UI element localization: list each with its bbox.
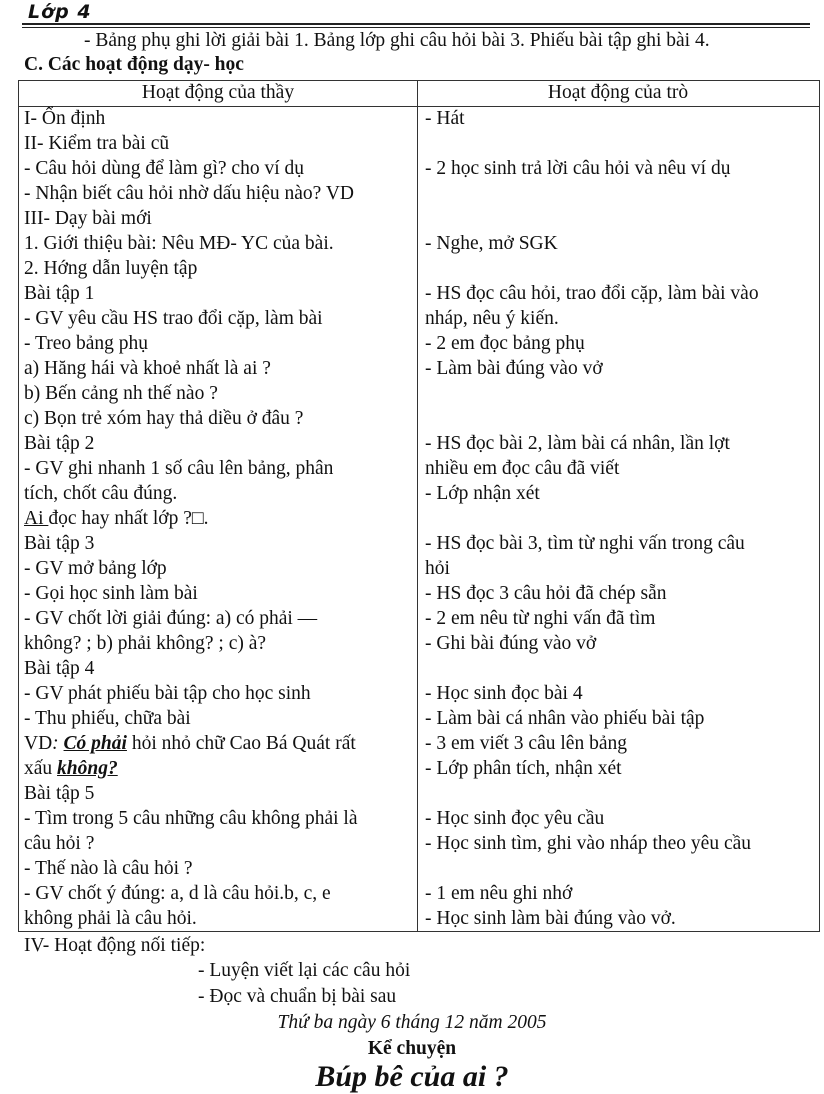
teacher-line: III- Dạy bài mới bbox=[24, 208, 152, 229]
student-line: - HS đọc bài 3, tìm từ nghi vấn trong câu bbox=[425, 533, 745, 554]
teacher-line: - GV mở bảng lớp bbox=[24, 558, 167, 579]
activity-item: - Đọc và chuẩn bị bài sau bbox=[198, 986, 397, 1007]
student-line: - 2 em đọc bảng phụ bbox=[425, 333, 585, 354]
student-line: - HS đọc câu hỏi, trao đổi cặp, làm bài vào bbox=[425, 283, 759, 304]
teacher-line: không? ; b) phải không? ; c) à? bbox=[24, 633, 267, 654]
teacher-line: a) Hăng hái và khoẻ nhất là ai ? bbox=[24, 358, 271, 379]
italic-colon: : bbox=[52, 733, 64, 754]
teacher-line-text: hỏi nhỏ chữ Cao Bá Quát rất bbox=[126, 733, 356, 754]
header-rule bbox=[22, 23, 810, 25]
teacher-line: - GV yêu cầu HS trao đổi cặp, làm bài bbox=[24, 308, 323, 329]
teacher-line: không phải là câu hỏi. bbox=[24, 908, 197, 929]
header-row-divider bbox=[19, 106, 819, 107]
emphasis-text: Có phải bbox=[63, 733, 127, 754]
header-rule-thin bbox=[22, 27, 810, 28]
student-line: - Làm bài đúng vào vở bbox=[425, 358, 603, 379]
teacher-line: II- Kiểm tra bài cũ bbox=[24, 133, 170, 154]
teacher-line bbox=[24, 756, 118, 781]
student-line: - Lớp nhận xét bbox=[425, 483, 540, 504]
column-header-student: Hoạt động của trò bbox=[547, 82, 689, 103]
teacher-line-text: xấu bbox=[24, 758, 58, 779]
section-title: C. Các hoạt động dạy- học bbox=[24, 54, 244, 75]
teacher-line: Bài tập 5 bbox=[24, 783, 95, 804]
teacher-line bbox=[24, 731, 356, 756]
teacher-line: tích, chốt câu đúng. bbox=[24, 483, 178, 504]
teacher-line: - GV chốt lời giải đúng: a) có phải — bbox=[24, 608, 318, 629]
student-line: - 2 em nêu từ nghi vấn đã tìm bbox=[425, 608, 656, 629]
student-line: - 1 em nêu ghi nhớ bbox=[425, 883, 573, 904]
teacher-line: - Treo bảng phụ bbox=[24, 333, 149, 354]
teacher-line: Bài tập 3 bbox=[24, 533, 95, 554]
emphasis-text: không? bbox=[57, 758, 118, 779]
teacher-line: - Gọi học sinh làm bài bbox=[24, 583, 198, 604]
teacher-line: b) Bến cảng nh thế nào ? bbox=[24, 383, 218, 404]
teacher-line: 2. Hớng dẫn luyện tập bbox=[24, 258, 198, 279]
activity-heading: IV- Hoạt động nối tiếp: bbox=[24, 935, 206, 956]
teacher-line: I- Ổn định bbox=[24, 108, 106, 129]
teacher-line: - GV ghi nhanh 1 số câu lên bảng, phân bbox=[24, 458, 334, 479]
student-line: - Học sinh tìm, ghi vào nháp theo yêu cầu bbox=[425, 833, 752, 854]
student-line: - HS đọc bài 2, làm bài cá nhân, lần lợt bbox=[425, 433, 730, 454]
student-line: nháp, nêu ý kiến. bbox=[425, 308, 559, 329]
teacher-line: c) Bọn trẻ xóm hay thả diều ở đâu ? bbox=[24, 408, 304, 429]
teacher-line: - Câu hỏi dùng để làm gì? cho ví dụ bbox=[24, 158, 304, 179]
student-line: - Lớp phân tích, nhận xét bbox=[425, 758, 622, 779]
teacher-line: Bài tập 4 bbox=[24, 658, 95, 679]
student-line: - Học sinh đọc bài 4 bbox=[425, 683, 583, 704]
student-line: - 2 học sinh trả lời câu hỏi và nêu ví dụ bbox=[425, 158, 731, 179]
materials-line: - Bảng phụ ghi lời giải bài 1. Bảng lớp ghi câu hỏi bài 3. Phiếu bài tập ghi bài 4. bbox=[84, 30, 710, 51]
teacher-line: câu hỏi ? bbox=[24, 833, 95, 854]
activity-item: - Luyện viết lại các câu hỏi bbox=[198, 960, 411, 981]
teacher-line: 1. Giới thiệu bài: Nêu MĐ- YC của bài. bbox=[24, 233, 334, 254]
teacher-line: - Thu phiếu, chữa bài bbox=[24, 708, 191, 729]
student-line: - Hát bbox=[425, 108, 465, 129]
student-line: - Ghi bài đúng vào vở bbox=[425, 633, 597, 654]
student-line: - Học sinh làm bài đúng vào vở. bbox=[425, 908, 676, 929]
underlined-word: Ai bbox=[24, 508, 49, 529]
teacher-line: - Nhận biết câu hỏi nhờ dấu hiệu nào? VD bbox=[24, 183, 354, 204]
student-line: nhiều em đọc câu đã viết bbox=[425, 458, 620, 479]
teacher-line: - GV phát phiếu bài tập cho học sinh bbox=[24, 683, 311, 704]
teacher-line: Bài tập 2 bbox=[24, 433, 95, 454]
lesson-date: Thứ ba ngày 6 tháng 12 năm 2005 bbox=[277, 1012, 547, 1033]
story-title: Búp bê của ai ? bbox=[315, 1060, 509, 1093]
student-line: hỏi bbox=[425, 558, 450, 579]
teacher-line-text: VD bbox=[24, 733, 53, 754]
column-header-teacher: Hoạt động của thầy bbox=[141, 82, 295, 103]
teacher-line: - Tìm trong 5 câu những câu không phải là bbox=[24, 808, 358, 829]
class-label: Lớp 4 bbox=[28, 1, 92, 23]
student-line: - Nghe, mở SGK bbox=[425, 233, 558, 254]
teacher-line: - Thế nào là câu hỏi ? bbox=[24, 858, 193, 879]
teacher-line-text: đọc hay nhất lớp ?□. bbox=[48, 508, 209, 529]
subject-title: Kể chuyện bbox=[367, 1038, 457, 1059]
student-line: - HS đọc 3 câu hỏi đã chép sẵn bbox=[425, 583, 667, 604]
student-line: - Làm bài cá nhân vào phiếu bài tập bbox=[425, 708, 705, 729]
teacher-line: - GV chốt ý đúng: a, d là câu hỏi.b, c, e bbox=[24, 883, 331, 904]
teacher-line bbox=[24, 506, 209, 531]
activities-table bbox=[18, 80, 820, 932]
teacher-line: Bài tập 1 bbox=[24, 283, 95, 304]
student-line: - Học sinh đọc yêu cầu bbox=[425, 808, 605, 829]
student-line: - 3 em viết 3 câu lên bảng bbox=[425, 733, 627, 754]
column-divider bbox=[417, 81, 418, 931]
